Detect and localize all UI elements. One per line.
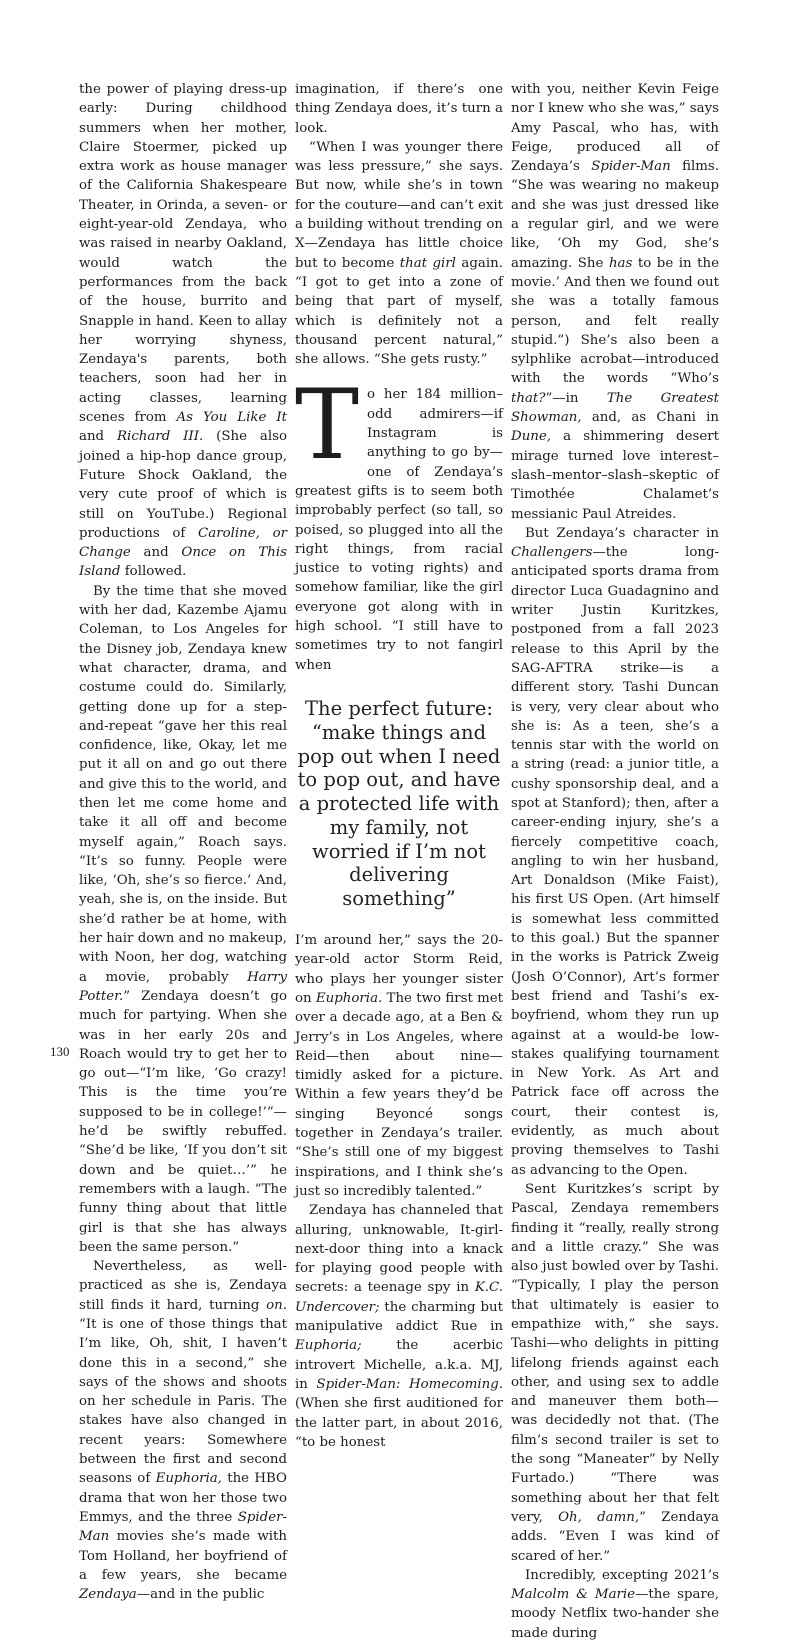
paragraph: By the time that she moved with her dad, Kazembe Ajamu Coleman, to Los Angeles for the Disney job, Zendaya knew what character, drama, and costume could do. Similarly, getting done up for a step-and-repeat “gave her this real confidence, like, Okay, let me put it all on and go out there and give this to the world, and then let me come home and take it all off and become myself again,” Roach says. “It’s so funny. People were like, ‘Oh, she’s so fierce.’ And, yeah, she is, on the inside. But she’d rather be at home, with her hair down and no makeup, with Noon, her dog, watching a movie, probably Harry Potter.” Zendaya doesn’t go much for partying. When she was in her early 20s and Roach would try to get her to go out—“I’m like, ‘Go crazy! This is the time you’re supposed to be in college!’”—he’d be swiftly rebuffed. “She’d be like, ‘If you don’t sit down and be quiet…’” he remembers with a laugh. “The funny thing about that little girl is that she has always been the same person.” <box>79 583 287 1255</box>
paragraph: Sent Kuritzkes’s script by Pascal, Zendaya remembers finding it “really, really strong and a little crazy.” She was also just bowled over by Tashi. “Typically, I play the person that ultimately is easier to empathize with,” she says. Tashi—who delights in pitting lifelong friends against each other, and using sex to addle and maneuver them both—was decidedly not that. (The film’s second trailer is set to the song “Maneater” by Nelly Furtado.) “There was something about her that felt very, Oh, damn,” Zendaya adds. “Even I was kind of scared of her.” <box>511 1181 719 1564</box>
article-column-3 <box>511 80 719 1643</box>
drop-cap: T <box>295 369 360 482</box>
paragraph: I’m around her,” says the 20-year-old actor Storm Reid, who plays her younger sister on Euphoria. The two first met over a decade ago, at a Ben & Jerry’s in Los Angeles, where Reid—then about nine—timidly asked for a picture. Within a few years they’d be singing Beyoncé songs together in Zendaya’s trailer. “She’s still one of my biggest inspirations, and I think she’s just so incredibly talented.” <box>295 933 504 1199</box>
paragraph: “When I was younger there was less pressure,” she says. But now, while she’s in town for the couture—and can’t exit a building without trending on X—Zendaya has little choice but to become that girl again. “I got to get into a zone of being that part of myself, which is definitely not a thousand percent natural,” she allows. “She gets rusty.” <box>295 139 503 368</box>
paragraph: the power of playing dress-up early: During childhood summers when her mother, Claire Stoermer, picked up extra work as house manager of the California Shakespeare Theater, in Orinda, a seven- or eight-year-old Zendaya, who was raised in nearby Oakland, would watch the performances from the back of the house, burrito and Snapple in hand. Keen to allay her worrying shyness, Zendaya's parents, both teachers, soon had her in acting classes, learning scenes from As You Like It and Richard III. (She also joined a hip-hop dance group, Future Shock Oakland, the very cute proof of which is still on YouTube.) Regional productions of Caroline, or Change and Once on This Island followed. <box>79 82 288 580</box>
paragraph: Incredibly, excepting 2021’s Malcolm & Marie—the spare, moody Netflix two-hander she made during <box>511 1567 719 1641</box>
paragraph: with you, neither Kevin Feige nor I knew who she was,” says Amy Pascal, who has, with Feige, produced all of Zendaya’s Spider-Man films. “She was wearing no makeup and she was just dressed like a regular girl, and we were like, ‘Oh my God, she’s amazing. She has to be in the movie.’ And then we found out she was a totally famous person, and felt really stupid.”) She’s also been a sylphlike acrobat—introduced with the words “Who’s that?”—in The Greatest Showman, and, as Chani in Dune, a shimmering desert mirage turned love interest–slash–mentor–slash–skeptic of Timothée Chalamet’s messianic Paul Atreides. <box>511 82 720 522</box>
paragraph: Zendaya has channeled that alluring, unknowable, It-girl-next-door thing into a knack for playing good people with secrets: a teenage spy in K.C. Undercover; the charming but manipulative addict Rue in Euphoria; the acerbic introvert Michelle, a.k.a. MJ, in Spider-Man: Homecoming. (When she first auditioned for the latter part, in about 2016, “to be honest <box>295 1203 503 1450</box>
pull-quote: The perfect future: “make things and pop out when I need to pop out, and have a protected life with my family, not worried if I’m not delivering something” <box>297 696 501 911</box>
paragraph: Nevertheless, as well-practiced as she is, Zendaya still finds it hard, turning on. “It is one of those things that I’m like, Oh, shit, I haven’t done this in a second,” she says of the shows and shoots on her schedule in Paris. The stakes have also changed in recent years: Somewhere between the first and second seasons of Euphoria, the HBO drama that won her those two Emmys, and the three Spider-Man movies she’s made with Tom Holland, her boyfriend of a few years, she became Zendaya—and in the public <box>79 1259 287 1603</box>
section-opener <box>295 369 503 674</box>
article-column-2 <box>295 80 503 1452</box>
page-number: 130 <box>50 1044 70 1059</box>
paragraph: But Zendaya’s character in Challengers—the long-anticipated sports drama from director Luca Guadagnino and writer Justin Kuritzkes, postponed from a fall 2023 release to this April by the SAG-AFTRA strike—is a different story. Tashi Duncan is very, very clear about who she is: As a teen, she’s a tennis star with the world on a string (read: a junior title, a cushy sponsorship deal, and a spot at Stanford); then, after a career-ending injury, she’s a fiercely competitive coach, angling to win her husband, Art Donaldson (Mike Faist), his first US Open. (Art himself is somewhat less committed to this goal.) But the spanner in the works is Patrick Zweig (Josh O’Connor), Art’s former best friend and Tashi’s ex-boyfriend, whom they run up against at a would-be low-stakes qualifying tournament in New York. As Art and Patrick face off across the court, their contest is, evidently, as much about proving themselves to Tashi as advancing to the Open. <box>511 525 719 1178</box>
paragraph: imagination, if there’s one thing Zendaya does, it’s turn a look. <box>295 82 503 136</box>
article-column-1 <box>79 80 287 1604</box>
paragraph: o her 184 million–odd admirers—if Instagram is anything to go by—one of Zendaya’s greatest gifts is to seem both improbably perfect (so tall, so poised, so plugged into all the right things, from racial justice to voting rights) and somehow familiar, like the girl everyone got along with in high school. “I still have to sometimes try to not fangirl when <box>295 387 503 673</box>
